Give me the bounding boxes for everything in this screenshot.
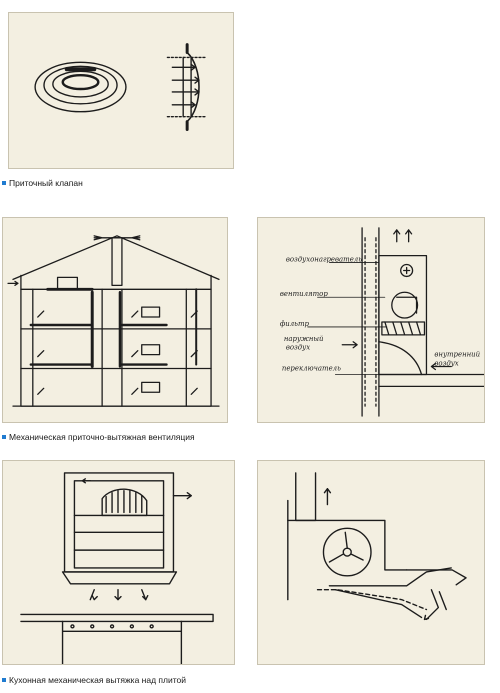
label-heater: воздухонагреватель [285, 255, 362, 264]
caption-kitchen-hood-text: Кухонная механическая вытяжка над плитой [9, 675, 187, 685]
caption-bullet [2, 678, 6, 682]
caption-mechanical-ventilation [2, 432, 195, 442]
caption-valve-text: Приточный клапан [9, 178, 83, 188]
caption-mechanical-ventilation-text: Механическая приточно-вытяжная вентиляция [9, 432, 195, 442]
caption-bullet [2, 181, 6, 185]
kitchen-fan-illustration [257, 460, 485, 665]
valve-drawing [9, 13, 233, 168]
label-outside-air-1: наружный [283, 334, 324, 343]
house-ventilation-drawing [3, 218, 227, 422]
caption-valve [2, 178, 83, 188]
label-outside-air-2: воздух [285, 343, 311, 352]
kitchen-cabinet-illustration [2, 460, 235, 665]
label-inside-air-2: воздух [434, 359, 459, 368]
kitchen-fan-drawing [258, 461, 484, 664]
house-ventilation-illustration [2, 217, 228, 423]
air-handler-illustration [257, 217, 485, 423]
label-fan: вентилятор [279, 290, 328, 299]
caption-bullet [2, 435, 6, 439]
air-handler-drawing [258, 218, 484, 422]
label-switch: переключатель [281, 364, 341, 373]
valve-illustration [8, 12, 234, 169]
caption-kitchen-hood [2, 675, 186, 685]
kitchen-cabinet-drawing [3, 461, 234, 664]
label-inside-air-1: внутренний [434, 350, 481, 359]
label-filter: фильтр [279, 319, 309, 328]
